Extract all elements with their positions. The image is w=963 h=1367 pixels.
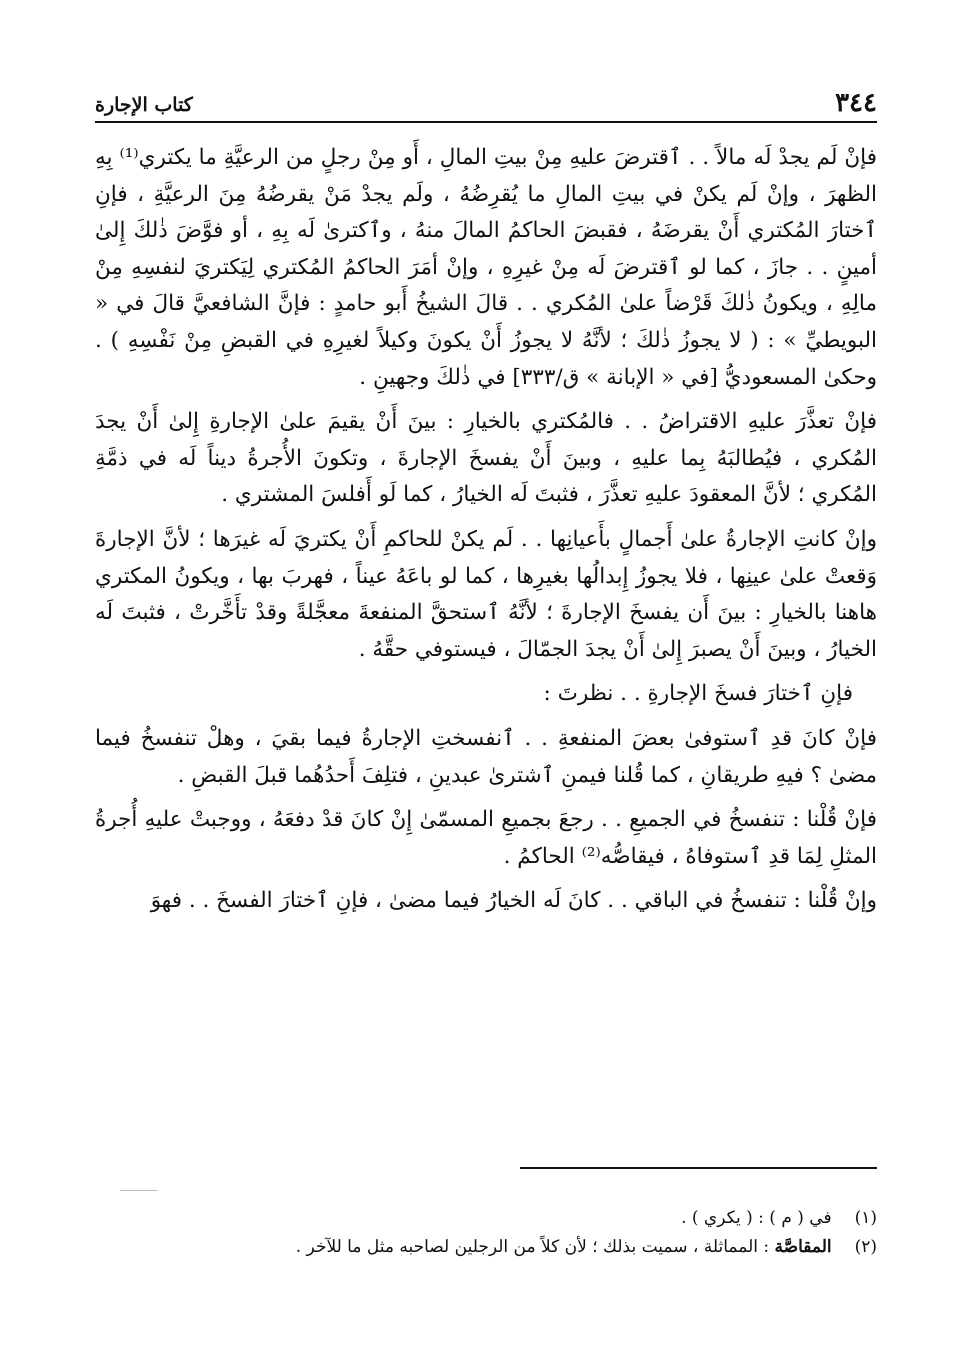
footnote-number: (١) — [854, 1208, 877, 1228]
footnotes — [95, 1204, 877, 1262]
paragraph: فإنْ تعذَّرَ عليهِ الاقتراضُ . . فالمُكتري بالخيارِ : بينَ أَنْ يقيمَ علىٰ الإجارةِ إِلىٰ أَنْ يجدَ المُكري ، فيُطالبَهُ بِما عليهِ ، وبينَ أَنْ يفسخَ الإجارةَ ، وتكونَ الأُجرةُ ديناً لَه في ذمَّةِ المُكري ؛ لأنَّ المعقودَ عليهِ تعذَّرَ ، فثبتَ لَه الخيارُ ، كما لَو أَفلسَ المشتري . — [95, 409, 877, 508]
paragraph: وإنْ كانتِ الإجارةُ علىٰ أَجمالٍ بأَعيانِها . . لَم يكنْ للحاكمِ أَنْ يكتريَ لَه غيرَها ؛ لأنَّ الإجارةَ وَقعتْ علىٰ عينِها ، فلا يجوزُ إِبدالُها بغيرِها ، كما لو باعَهُ عيناً ، فهربَ بها ، ويكونُ المكتري هاهنا بالخيارِ : بينَ أَن يفسخَ الإجارةَ ؛ لأنَّهُ ٱستحقَّ المنفعةَ معجَّلةً وقدْ تأَخَّرتْ ، فثبتَ لَه الخيارُ ، وبينَ أَنْ يصبرَ إِلىٰ أَنْ يجدَ الجمّالَ ، فيستوفي حقَّهُ . — [95, 526, 877, 662]
main-text — [95, 140, 877, 928]
paragraph: وإنْ قُلْنا : تنفسخُ في الباقي . . كانَ لَه الخيارُ فيما مضىٰ ، فإنِ ٱختارَ الفسخَ . . فهوَ — [150, 888, 877, 914]
scan-mark — [120, 1190, 158, 1191]
footnote — [95, 1204, 877, 1233]
header-rule — [95, 121, 877, 123]
page-number: ٣٤٤ — [835, 88, 877, 118]
footnote-number: (٢) — [854, 1237, 877, 1257]
footnote-text: في ( م ) : ( يكري ) . — [681, 1208, 832, 1228]
footnote-text: : المماثلة ، سميت بذلك ؛ لأن كلاً من الرجلين لصاحبه مثل ما للآخر . — [295, 1237, 770, 1257]
paragraph: فإنِ ٱختارَ فسخَ الإجارةِ . . نظرتَ : — [543, 681, 853, 707]
footnote — [95, 1233, 877, 1262]
footnote-term: المقاصَّة — [774, 1237, 832, 1257]
book-title: كتاب الإجارة — [95, 94, 193, 116]
paragraph: فإنْ كانَ قدِ ٱستوفىٰ بعضَ المنفعةِ . . ٱنفسختِ الإجارةُ فيما بقيَ ، وهلْ تنفسخُ فيما مضىٰ ؟ فيهِ طريقانِ ، كما قُلنا فيمنِ ٱشترىٰ عبدينِ ، فتلِفَ أَحدُهُما قبلَ القبضِ . — [95, 725, 877, 788]
page-header — [95, 82, 877, 118]
footnote-rule — [520, 1167, 877, 1169]
paragraph: فإنْ قُلْنا : تنفسخُ في الجميعِ . . رجعَ بجميعِ المسمّىٰ إِنْ كانَ قدْ دفعَهُ ، ووجبتْ عليهِ أُجرةُ المثلِ لِمَا قدِ ٱستوفاهُ ، فيقاصُّه⁽²⁾ الحاكمُ . — [95, 807, 877, 869]
paragraph: فإنْ لَم يجدْ لَه مالاً . . ٱقترضَ عليهِ مِنْ بيتِ المالِ ، أَو مِنْ رجلٍ من الرعيَّةِ ما يكتري⁽¹⁾ بِهِ الظهرَ ، وإنْ لَم يكنْ في بيتِ المالِ ما يُقرِضُهُ ، ولَم يجدْ مَنْ يقرضُهُ مِنَ الرعيَّةِ ، فإنِ ٱختارَ المُكتري أَنْ يقرضَهُ ، فقبضَ الحاكمُ المالَ منهُ ، وٱكترىٰ لَه بِهِ ، أو فوَّضَ ذٰلكَ إِلىٰ أمينٍ . . جازَ ، كما لو ٱقترضَ لَه مِنْ غيرِهِ ، وإنْ أمَرَ الحاكمُ المُكتري لِيَكتريَ لنفسِهِ مِنْ مالِهِ ، ويكونُ ذٰلكَ قَرْضاً علىٰ المُكري . . قالَ الشيخُ أَبو حامدٍ : فإنَّ الشافعيَّ قالَ في « البويطيِّ » : ( لا يجوزُ ذٰلكَ ؛ لأنَّهُ لا يجوزُ أَنْ يكونَ وكيلاً لغيرِهِ في القبضِ مِنْ نَفْسِهِ ) . وحكىٰ المسعوديُّ [في « الإبانة » ق/٣٣٣] في ذٰلكَ وجهينِ . — [95, 145, 877, 390]
